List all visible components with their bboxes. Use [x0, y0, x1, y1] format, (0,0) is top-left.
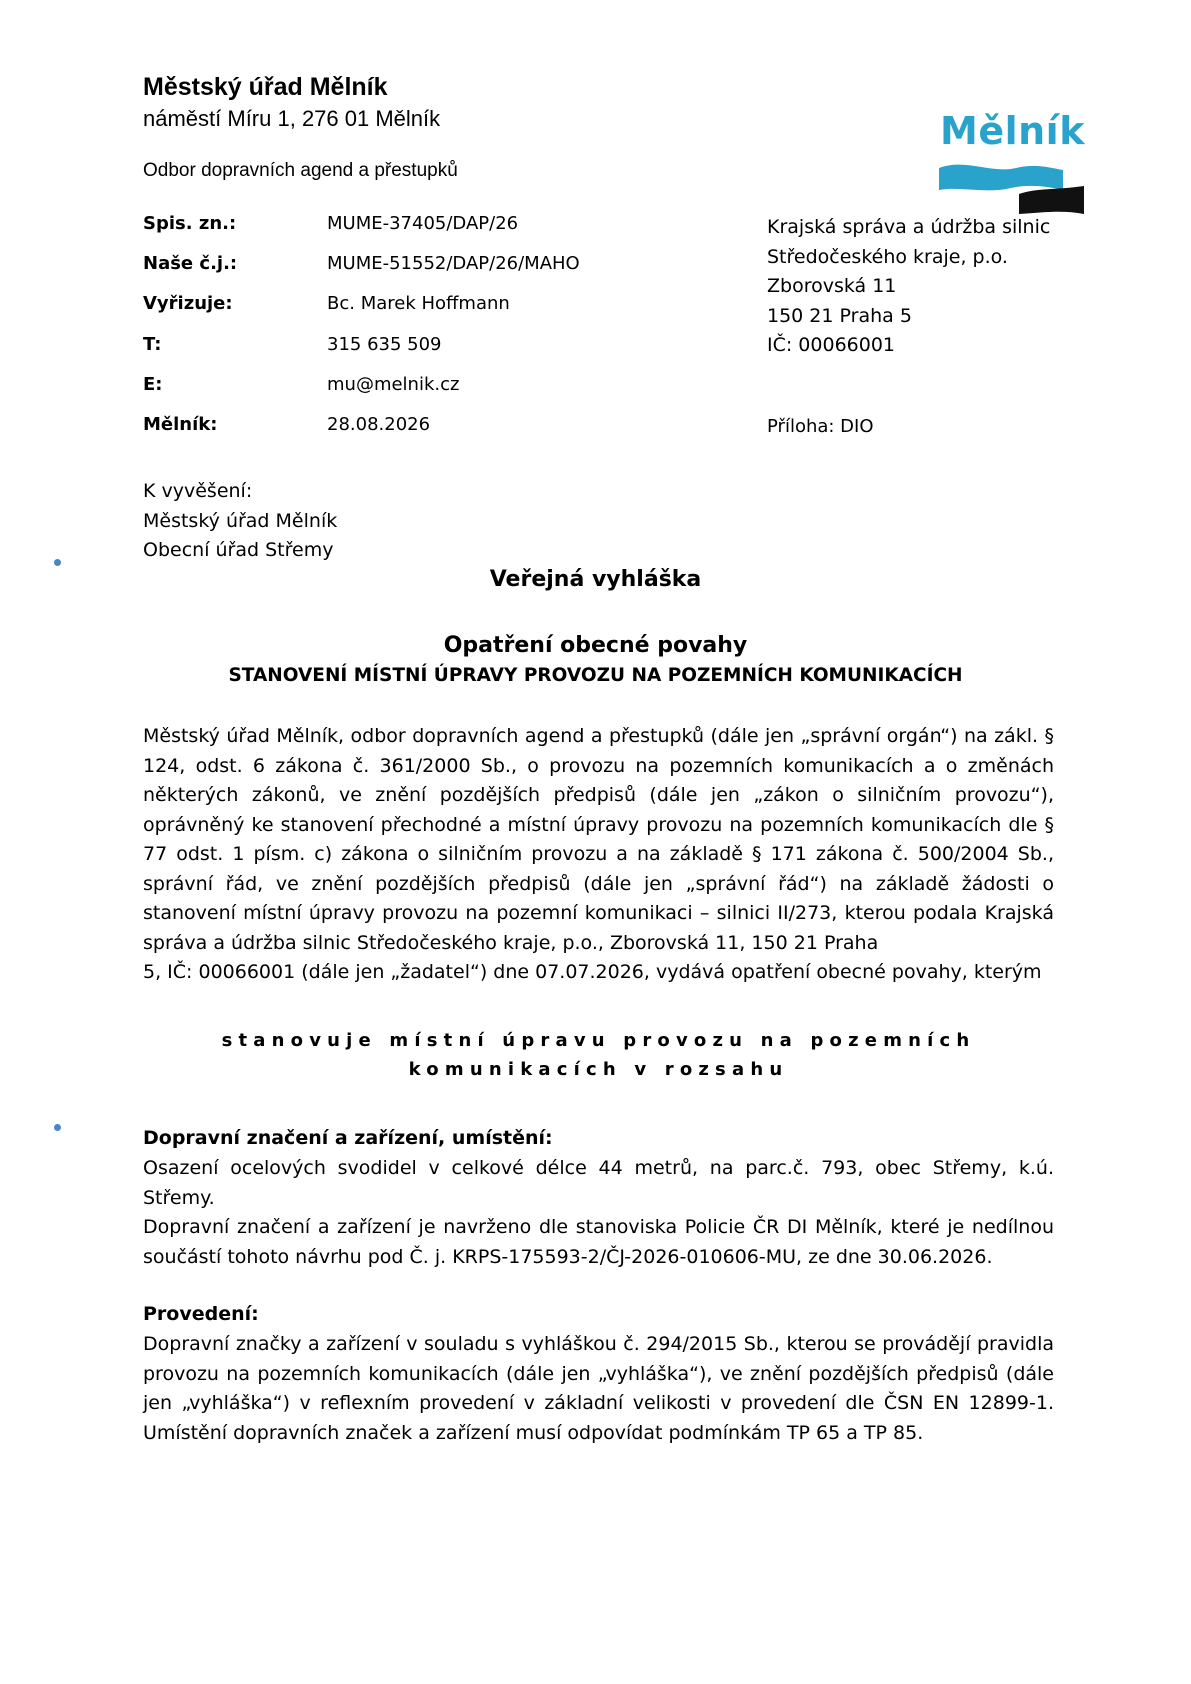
recipient-line: Středočeského kraje, p.o. — [767, 245, 1008, 268]
recipient-line: IČ: 00066001 — [767, 334, 896, 356]
department-name: Odbor dopravních agend a přestupků — [143, 160, 458, 181]
posting-line: K vyvěšení: — [143, 480, 253, 502]
recipient-line: 150 21 Praha 5 — [767, 304, 912, 327]
intro-last-line: 5, IČ: 00066001 (dále jen „žadatel“) dne 07.07.2026, vydává opatření obecné povahy, kterým — [143, 961, 1042, 983]
meta-label: Naše č.j.: — [143, 253, 238, 274]
office-name: Městský úřad Mělník — [143, 73, 388, 101]
meta-value: MUME-51552/DAP/26/MAHO — [327, 253, 580, 274]
recipient-line: Krajská správa a údržba silnic — [767, 216, 1051, 238]
logo-text: Mělník — [940, 109, 1085, 153]
posting-list — [143, 477, 337, 566]
meta-label: Vyřizuje: — [143, 293, 233, 314]
meta-label: T: — [143, 334, 162, 355]
posting-line: Městský úřad Mělník — [143, 509, 338, 532]
traffic-signs-text-1: Osazení ocelových svodidel v celkové délce 44 metrů, na parc.č. 793, obec Střemy, k.ú. Střemy. — [143, 1157, 1054, 1209]
posting-line: Obecní úřad Střemy — [143, 539, 334, 561]
intro-paragraph — [143, 722, 1054, 988]
traffic-signs-heading: Dopravní značení a zařízení, umístění: — [143, 1127, 553, 1149]
subject-title: STANOVENÍ MÍSTNÍ ÚPRAVY PROVOZU NA POZEMNÍCH KOMUNIKACÍCH — [228, 665, 963, 686]
meta-label: E: — [143, 374, 163, 395]
traffic-signs-text-2: Dopravní značení a zařízení je navrženo dle stanoviska Policie ČR DI Mělník, které je nedílnou součástí tohoto návrhu pod Č. j. KRPS-175593-2/ČJ-2026-010606-MU, ze dne 30.06.2026. — [143, 1216, 1054, 1268]
recipient-address — [767, 213, 1050, 361]
execution-text: Dopravní značky a zařízení v souladu s vyhláškou č. 294/2015 Sb., kterou se provádějí pravidla provozu na pozemních komunikacích (dále jen „vyhláška“), ve znění pozdějších předpisů (dále jen „vyhláška“) v reflexním provedení v základní velikosti v provedení dle ČSN EN 12899-1. Umístění dopravních značek a zařízení musí odpovídat podmínkám TP 65 a TP 85. — [143, 1333, 1054, 1444]
decision-statement: stanovuje místní úpravu provozu na pozemních komunikacích v rozsahu — [221, 1030, 976, 1080]
meta-value: 315 635 509 — [327, 334, 442, 355]
melnik-logo — [936, 108, 1086, 218]
meta-value[interactable]: mu@melnik.cz — [327, 374, 460, 395]
traffic-signs-text — [143, 1154, 1054, 1272]
intro-text: Městský úřad Mělník, odbor dopravních agend a přestupků (dále jen „správní orgán“) na zákl. § 124, odst. 6 zákona č. 361/2000 Sb., o provozu na pozemních komunikacích a o změnách některých zákonů, ve znění pozdějších předpisů (dále jen „zákon o silničním provozu“), oprávněný ke stanovení přechodné a místní úpravy provozu na pozemních komunikacích dle § 77 odst. 1 písm. c) zákona o silničním provozu a na základě § 171 zákona č. 500/2004 Sb., správní řád, ve znění pozdějších předpisů (dále jen „správní řád“) na základě žádosti o stanovení místní úpravy provozu na pozemní komunikaci – silnici II/273, kterou podala Krajská správa a údržba silnic Středočeského kraje, p.o., Zborovská 11, 150 21 Praha — [143, 725, 1054, 954]
recipient-line: Zborovská 11 — [767, 275, 897, 297]
public-notice-title: Veřejná vyhláška — [489, 567, 702, 592]
meta-value: MUME-37405/DAP/26 — [327, 213, 519, 234]
attachment-note: Příloha: DIO — [767, 416, 874, 437]
execution-heading: Provedení: — [143, 1303, 259, 1325]
office-address: náměstí Míru 1, 276 01 Mělník — [143, 106, 441, 131]
bullet-marker — [54, 1124, 61, 1131]
meta-value: 28.08.2026 — [327, 414, 431, 435]
meta-value: Bc. Marek Hoffmann — [327, 293, 510, 314]
logo-wave-icon — [936, 154, 1086, 218]
meta-label: Spis. zn.: — [143, 213, 237, 234]
measure-title: Opatření obecné povahy — [443, 633, 748, 658]
meta-label: Mělník: — [143, 414, 218, 435]
